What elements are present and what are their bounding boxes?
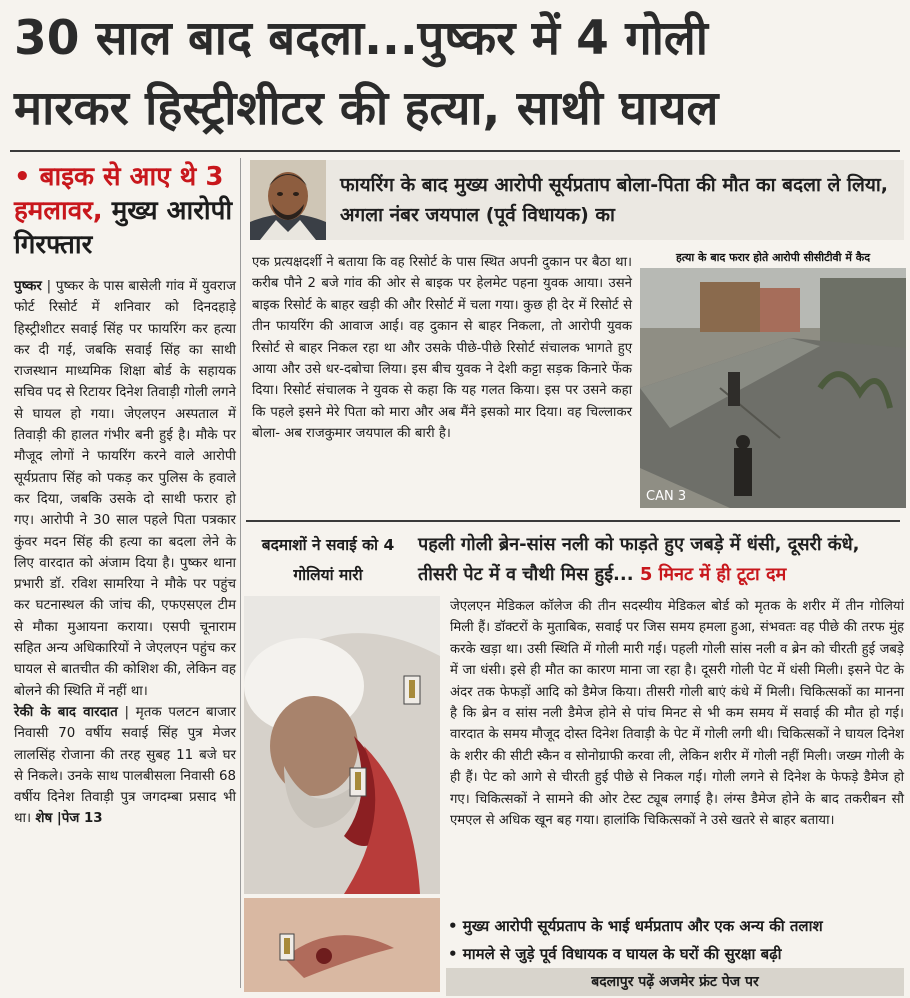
continued-link[interactable]: शेष |पेज 13 bbox=[35, 811, 103, 827]
victim-photo bbox=[244, 596, 440, 894]
wound-photo-icon bbox=[244, 898, 440, 992]
section-divider bbox=[246, 520, 900, 522]
quote-headline: फायरिंग के बाद मुख्य आरोपी सूर्यप्रताप बोला-पिता की मौत का बदला ले लिया, अगला नंबर जयपाल (पूर्व विधायक) का bbox=[326, 160, 904, 240]
medical-paragraph: जेएलएन मेडिकल कॉलेज की तीन सदस्यीय मेडिकल बोर्ड को मृतक के शरीर में तीन गोलियां मिली हैं। डॉक्टरों के मुताबिक, सवाई पर जिस समय हमला हुआ, संभवतः वह पीछे की तरफ मुंह करके खड़ा था। उसी स्थिति में गोली मारी गई। पहली गोली सांस नली व ब्रेन को चीरती हुई जबड़े में जा धंसी। इसे ही मौत का कारण माना जा रहा है। दूसरी गोली पेट में धंसी मिली। इसने पेट के अंदर तक फेफड़ों आदि को डैमेज किया। तीसरी गोली बाएं कंधे में मिली। चिकित्सकों का मानना है कि ब्रेन व सांस नली डैमेज होने से पांच मिनट से भी कम समय में सवाई की मौत हो गई। वारदात के समय मौजूद दोस्त दिनेश तिवाड़ी के पेट में गोली लगी थी। चिकित्सकों ने घायल दिनेश के शरीर की सीटी स्कैन व सोनोग्राफी करवा ली, लेकिन शरीर में गोली नहीं मिली। जख्म गोली के ही हैं। पेट को आगे से चीरती हुई पीछे से निकल गई। गोली लगने से दिनेश के फेफड़े डैमेज हो गए। चिकित्सकों ने सामने की ओर टेस्ट ट्यूब लगाई है। लंग्स डैमेज होने के बाद तकरीबन सौ एमएल से अधिक खून बह गया। हालांकि चिकित्सकों ने उसे खतरे से बाहर बताया। bbox=[450, 599, 904, 829]
dateline: पुष्कर bbox=[14, 279, 42, 294]
medical-headline-black: पहली गोली ब्रेन-सांस नली को फाड़ते हुए जबड़े में धंसी, दूसरी कंधे, तीसरी पेट में व चौथी मिस हुई... bbox=[418, 534, 860, 585]
eyewitness-paragraph: एक प्रत्यक्षदर्शी ने बताया कि वह रिसोर्ट के पास स्थित अपनी दुकान पर बैठा था। करीब पौने 2 बजे गांव की ओर से बाइक पर हेलमेट पहना युवक आया। उसने बाइक रिसोर्ट के बाहर खड़ी की और रिसोर्ट में चला गया। कुछ ही देर में रिसोर्ट से तीन फायरिंग की आवाज आई। वह दुकान से बाहर निकला, तो आरोपी युवक रिसोर्ट से बाहर निकल रहा था और उसके पीछे-पीछे रिसोर्ट संचालक भागते हुए आया और उसे धर-दबोचा लिया। इस बीच युवक ने देशी कट्टा सड़क किनारे फेंक दिया। रिसोर्ट संचालक ने युवक से कहा कि यह गलत किया। इस पर उसने कहा कि पहले इसने मेरे पिता को मारा और अब मैंने इसको मार दिया। वह चिल्लाकर बोला- अब राजकुमार जयपाल की बारी है। bbox=[252, 255, 632, 442]
left-subheadline-red: • बाइक से आए थे 3 हमलावर, bbox=[14, 162, 224, 226]
bullet-item: • मुख्य आरोपी सूर्यप्रताप के भाई धर्मप्रताप और एक अन्य की तलाश bbox=[448, 917, 823, 935]
sub-paragraph: | मृतक पलटन बाजार निवासी 70 वर्षीय सवाई सिंह पुत्र मेजर लालसिंह रोजाना की तरह सुबह 11 बजे घर से निकले। उनके साथ पालबीसला निवासी 68 वर्षीय दिनेश तिवाड़ी पुत्र जगदम्बा प्रसाद भी था। bbox=[14, 704, 236, 827]
accused-portrait bbox=[250, 160, 326, 240]
cctv-scene-icon bbox=[640, 268, 906, 508]
headline-line-1: 30 साल बाद बदला...पुष्कर में 4 गोली bbox=[14, 11, 708, 66]
main-headline bbox=[14, 8, 898, 140]
left-article-body bbox=[14, 276, 236, 830]
bullet-list bbox=[448, 912, 904, 968]
column-divider bbox=[240, 158, 241, 988]
cam-label: CAN 3 bbox=[646, 489, 687, 504]
sub-heading: रेकी के बाद वारदात bbox=[14, 704, 118, 720]
headline-line-2: मारकर हिस्ट्रीशीटर की हत्या, साथी घायल bbox=[14, 81, 719, 136]
portrait-photo-icon bbox=[250, 160, 326, 240]
continued-footer[interactable]: बदलापुर पढ़ें अजमेर फ्रंट पेज पर bbox=[446, 968, 904, 996]
headline-divider bbox=[10, 150, 900, 152]
lead-paragraph: | पुष्कर के पास बासेली गांव में युवराज फोर्ट रिसोर्ट में शनिवार को दिनदहाड़े हिस्ट्रीशीटर सवाई सिंह पर फायरिंग कर हत्या कर दी गई, जबकि सवाई सिंह का साथी राजस्थान माध्यमिक शिक्षा बोर्ड के सहायक सचिव पद से रिटायर दिनेश तिवाड़ी गोली लगने से घायल हो गया। जेएलएन अस्पताल में तिवाड़ी की हालत गंभीर बनी हुई है। मौके पर मौजूद लोगों ने फायरिंग करने वाले आरोपी सूर्यप्रताप सिंह को पकड़ कर पुलिस के हवाले कर दिया, जबकि उसके दो साथी फरार हो गए। आरोपी ने 30 साल पहले पिता पत्रकार कुंवर मदन सिंह की हत्या का बदला लेने के लिए वारदात को अंजाम दिया है। पुष्कर थाना प्रभारी डॉ. रविश सामरिया ने मौके पर पहुंच कर घटनास्थल की जांच की, एफएसएल टीम से मौका मुआयना कराया। एसपी चूनाराम सहित अन्य अधिकारियों ने जेएलएन पहुंच कर घायल से बातचीत की कोशिश की, लेकिन वह बोलने की स्थिति में नहीं था। bbox=[14, 279, 236, 699]
medical-headline-red: 5 मिनट में ही टूटा दम bbox=[639, 564, 787, 585]
medical-headline bbox=[418, 530, 904, 590]
wound-photo bbox=[244, 898, 440, 992]
cctv-caption: हत्या के बाद फरार होते आरोपी सीसीटीवी में कैद bbox=[675, 251, 871, 264]
victim-photo-icon bbox=[244, 596, 440, 894]
left-subheadline bbox=[14, 160, 234, 262]
left-subheadline-black: मुख्य आरोपी गिरफ्तार bbox=[14, 196, 233, 260]
shots-label: बदमाशों ने सवाई को 4 गोलियां मारी bbox=[261, 536, 395, 584]
cctv-photo bbox=[640, 268, 906, 508]
bullet-item: • मामले से जुड़े पूर्व विधायक व घायल के घरों की सुरक्षा बढ़ी bbox=[448, 945, 782, 963]
